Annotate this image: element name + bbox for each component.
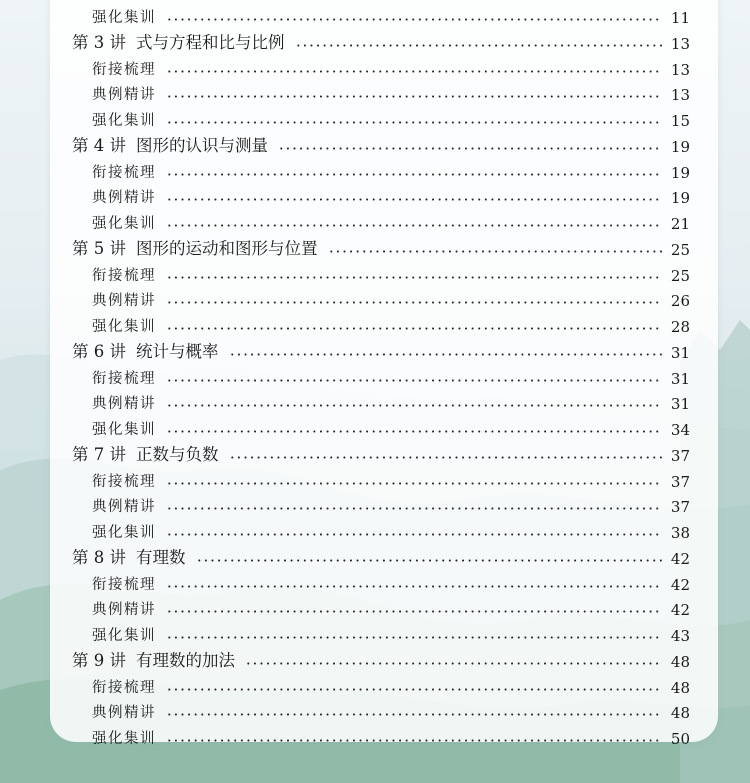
toc-entry-title: 强化集训 xyxy=(92,216,156,232)
toc-entry-title: 强化集训 xyxy=(92,731,156,747)
dot-leader xyxy=(166,533,662,536)
lecture-number: 第 5 讲 xyxy=(72,238,126,258)
dot-leader xyxy=(166,430,662,433)
toc-entry-title: 强化集训 xyxy=(92,319,156,335)
toc-section-row[interactable] xyxy=(92,259,690,285)
dot-leader xyxy=(166,276,662,279)
toc-section-row[interactable] xyxy=(92,53,690,79)
toc-entry-title: 典例精讲 xyxy=(92,396,156,413)
toc-entry-title: 衔接梳理 xyxy=(92,576,156,593)
toc-entry-title: 强化集训 xyxy=(92,525,156,541)
toc-entry-title: 衔接梳理 xyxy=(92,61,156,78)
toc-section-row[interactable] xyxy=(92,1,690,27)
dot-leader xyxy=(166,18,662,21)
dot-leader xyxy=(295,44,663,47)
dot-leader xyxy=(229,353,663,356)
dot-leader xyxy=(166,70,662,73)
page-number: 25 xyxy=(670,240,690,259)
dot-leader xyxy=(166,121,662,124)
page-number: 48 xyxy=(670,704,690,723)
toc-section-row[interactable] xyxy=(92,181,690,207)
dot-leader xyxy=(166,404,662,407)
toc-entry-title: 典例精讲 xyxy=(92,190,156,207)
lecture-number: 第 8 讲 xyxy=(72,547,126,567)
page-number: 28 xyxy=(670,318,690,336)
toc-entry-title: 强化集训 xyxy=(92,113,156,129)
page-number: 25 xyxy=(670,266,690,285)
page-number: 31 xyxy=(670,343,690,362)
toc-entry-title: 衔接梳理 xyxy=(92,473,156,490)
toc-entry-title: 衔接梳理 xyxy=(92,164,156,181)
dot-leader xyxy=(166,198,662,201)
page-number: 26 xyxy=(670,292,690,311)
dot-leader xyxy=(166,739,662,742)
dot-leader xyxy=(166,301,662,304)
dot-leader xyxy=(166,688,662,691)
page-number: 38 xyxy=(670,524,690,542)
toc-entry-title: 强化集训 xyxy=(92,628,156,644)
dot-leader xyxy=(166,173,662,176)
dot-leader xyxy=(166,713,662,716)
dot-leader xyxy=(166,636,662,639)
lecture-number: 第 6 讲 xyxy=(72,341,126,361)
page-number: 43 xyxy=(670,627,690,645)
lecture-number: 第 4 讲 xyxy=(72,135,126,155)
toc-lecture-row[interactable] xyxy=(72,130,690,156)
toc-section-row[interactable] xyxy=(92,568,690,594)
page-number: 42 xyxy=(670,575,690,594)
toc-entry-title: 有理数的加法 xyxy=(136,650,235,670)
dot-leader xyxy=(166,95,662,98)
page-number: 37 xyxy=(670,446,690,465)
dot-leader xyxy=(166,507,662,510)
toc-section-row[interactable] xyxy=(92,516,690,542)
toc-section-row[interactable] xyxy=(92,671,690,697)
dot-leader xyxy=(196,559,663,562)
toc-lecture-row[interactable] xyxy=(72,439,690,465)
page-number: 37 xyxy=(670,498,690,517)
dot-leader xyxy=(245,662,662,665)
page-number: 11 xyxy=(670,9,690,27)
toc-entry-title: 图形的认识与测量 xyxy=(136,135,268,155)
toc-section-row[interactable] xyxy=(92,207,690,233)
toc-section-row[interactable] xyxy=(92,465,690,491)
toc-section-row[interactable] xyxy=(92,104,690,130)
page-number: 42 xyxy=(670,601,690,620)
toc-section-row[interactable] xyxy=(92,78,690,104)
toc-section-row[interactable] xyxy=(92,722,690,748)
page-number: 34 xyxy=(670,421,690,439)
lecture-number: 第 7 讲 xyxy=(72,444,126,464)
toc-section-row[interactable] xyxy=(92,362,690,388)
toc-section-row[interactable] xyxy=(92,284,690,310)
toc-lecture-row[interactable] xyxy=(72,336,690,362)
page-number: 19 xyxy=(670,163,690,182)
toc-section-row[interactable] xyxy=(92,387,690,413)
toc-lecture-row[interactable] xyxy=(72,645,690,671)
page-number: 21 xyxy=(670,215,690,233)
toc-entry-title: 衔接梳理 xyxy=(92,370,156,387)
lecture-number: 第 9 讲 xyxy=(72,650,126,670)
page-number: 13 xyxy=(670,60,690,79)
dot-leader xyxy=(166,482,662,485)
page-number: 50 xyxy=(670,730,690,748)
toc-entry-title: 统计与概率 xyxy=(136,341,219,361)
page-number: 19 xyxy=(670,189,690,208)
toc-section-row[interactable] xyxy=(92,490,690,516)
toc-entry-title: 图形的运动和图形与位置 xyxy=(136,238,318,258)
page-number: 31 xyxy=(670,395,690,414)
dot-leader xyxy=(278,147,662,150)
toc-lecture-row[interactable] xyxy=(72,233,690,259)
dot-leader xyxy=(166,224,662,227)
page-number: 13 xyxy=(670,34,690,53)
lecture-number: 第 3 讲 xyxy=(72,32,126,52)
toc-lecture-row[interactable] xyxy=(72,27,690,53)
dot-leader xyxy=(328,250,663,253)
toc-section-row[interactable] xyxy=(92,413,690,439)
toc-entry-title: 衔接梳理 xyxy=(92,267,156,284)
toc-entry-title: 典例精讲 xyxy=(92,705,156,722)
toc-section-row[interactable] xyxy=(92,593,690,619)
toc-entry-title: 正数与负数 xyxy=(136,444,219,464)
toc-section-row[interactable] xyxy=(92,619,690,645)
page-number: 48 xyxy=(670,652,690,671)
toc-section-row[interactable] xyxy=(92,310,690,336)
toc-entry-title: 衔接梳理 xyxy=(92,679,156,696)
dot-leader xyxy=(229,456,663,459)
dot-leader xyxy=(166,610,662,613)
toc-entry-title: 强化集训 xyxy=(92,10,156,26)
toc-entry-title: 典例精讲 xyxy=(92,499,156,516)
page-number: 37 xyxy=(670,472,690,491)
dot-leader xyxy=(166,585,662,588)
toc-entry-title: 典例精讲 xyxy=(92,602,156,619)
page-number: 42 xyxy=(670,549,690,568)
toc-entry-title: 式与方程和比与比例 xyxy=(136,32,285,52)
page-number: 13 xyxy=(670,86,690,105)
toc-lecture-row[interactable] xyxy=(72,542,690,568)
toc-entry-title: 强化集训 xyxy=(92,422,156,438)
dot-leader xyxy=(166,379,662,382)
page-number: 15 xyxy=(670,112,690,130)
toc-entry-title: 典例精讲 xyxy=(92,293,156,310)
page-number: 31 xyxy=(670,369,690,388)
page-number: 19 xyxy=(670,137,690,156)
dot-leader xyxy=(166,327,662,330)
toc-entry-title: 典例精讲 xyxy=(92,87,156,104)
toc-entry-title: 有理数 xyxy=(136,547,186,567)
toc-section-row[interactable] xyxy=(92,156,690,182)
toc-section-row[interactable] xyxy=(92,696,690,722)
page-number: 48 xyxy=(670,678,690,697)
